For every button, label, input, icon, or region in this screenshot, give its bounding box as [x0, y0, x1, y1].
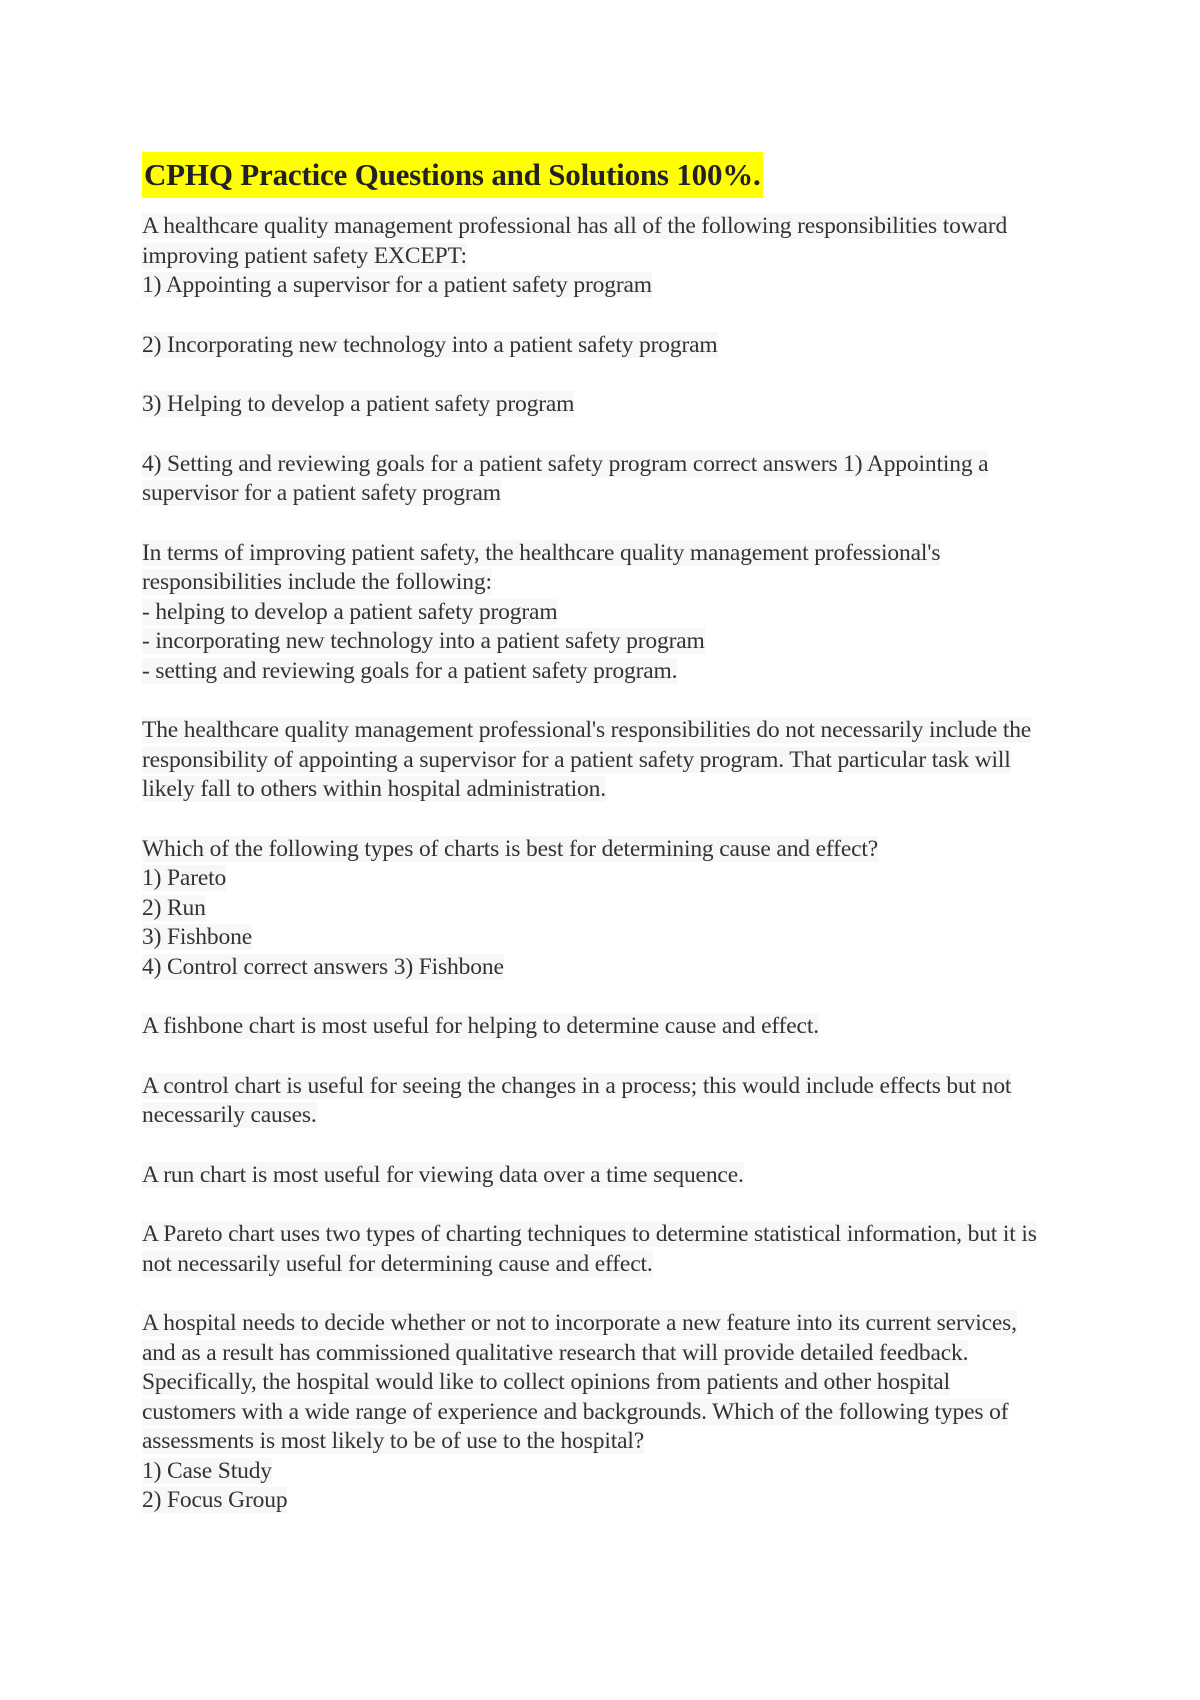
text-line	[142, 242, 1072, 272]
paragraph	[142, 835, 1072, 983]
paragraph-list	[142, 212, 1072, 1516]
text-line-content: 2) Incorporating new technology into a patient safety program	[142, 331, 718, 358]
text-line-content: 3) Fishbone	[142, 924, 252, 950]
text-line	[142, 746, 1072, 776]
text-line	[142, 627, 1072, 657]
text-line-content: A control chart is useful for seeing the changes in a process; this would include effects but not	[142, 1072, 1012, 1099]
text-line	[142, 1012, 1072, 1042]
text-line-content: responsibilities include the following:	[142, 569, 492, 595]
text-line-content: Which of the following types of charts is best for determining cause and effect?	[142, 835, 879, 862]
text-line-content: A Pareto chart uses two types of charting techniques to determine statistical information, but it is	[142, 1221, 1037, 1247]
document-body	[142, 152, 1072, 1546]
text-line-content: In terms of improving patient safety, the healthcare quality management professional's	[142, 539, 941, 566]
text-line	[142, 1250, 1072, 1280]
text-line-content: supervisor for a patient safety program	[142, 480, 501, 506]
text-line	[142, 390, 1072, 420]
text-line	[142, 1457, 1072, 1487]
text-line	[142, 568, 1072, 598]
text-line-content: responsibility of appointing a supervisor for a patient safety program. That particular task will	[142, 746, 1011, 773]
paragraph	[142, 1072, 1072, 1131]
text-line	[142, 657, 1072, 687]
paragraph	[142, 1161, 1072, 1191]
text-line-content: 4) Setting and reviewing goals for a patient safety program correct answers 1) Appointing a	[142, 450, 989, 477]
text-line-content: improving patient safety EXCEPT:	[142, 242, 467, 269]
text-line-content: - helping to develop a patient safety program	[142, 598, 558, 625]
text-line-content: A healthcare quality management professional has all of the following responsibilities toward	[142, 213, 1008, 239]
text-line	[142, 450, 1072, 480]
text-line	[142, 212, 1072, 242]
paragraph	[142, 716, 1072, 805]
text-line-content: not necessarily useful for determining cause and effect.	[142, 1250, 653, 1277]
text-line	[142, 1072, 1072, 1102]
text-line	[142, 923, 1072, 953]
text-line	[142, 1427, 1072, 1457]
text-line	[142, 864, 1072, 894]
text-line-content: assessments is most likely to be of use to the hospital?	[142, 1428, 645, 1454]
text-line	[142, 598, 1072, 628]
text-line-content: 1) Appointing a supervisor for a patient safety program	[142, 272, 652, 298]
text-line	[142, 1339, 1072, 1369]
text-line	[142, 1101, 1072, 1131]
paragraph	[142, 390, 1072, 420]
text-line-content: A fishbone chart is most useful for helping to determine cause and effect.	[142, 1013, 819, 1039]
text-line-content: 1) Pareto	[142, 865, 227, 891]
text-line-content: 4) Control correct answers 3) Fishbone	[142, 953, 504, 980]
text-line-content: necessarily causes.	[142, 1102, 317, 1128]
text-line	[142, 331, 1072, 361]
text-line-content: Specifically, the hospital would like to collect opinions from patients and other hospital	[142, 1369, 950, 1395]
text-line	[142, 1220, 1072, 1250]
text-line-content: 3) Helping to develop a patient safety program	[142, 391, 575, 417]
text-line-content: 2) Run	[142, 894, 206, 921]
text-line	[142, 1309, 1072, 1339]
paragraph	[142, 450, 1072, 509]
text-line	[142, 1161, 1072, 1191]
paragraph	[142, 1220, 1072, 1279]
text-line-content: A hospital needs to decide whether or not to incorporate a new feature into its current services,	[142, 1310, 1017, 1336]
text-line	[142, 953, 1072, 983]
text-line	[142, 835, 1072, 865]
paragraph	[142, 1012, 1072, 1042]
text-line-content: customers with a wide range of experience and backgrounds. Which of the following types of	[142, 1398, 1009, 1425]
text-line-content: 2) Focus Group	[142, 1487, 288, 1513]
paragraph	[142, 1309, 1072, 1516]
text-line	[142, 539, 1072, 569]
text-line-content: - setting and reviewing goals for a patient safety program.	[142, 657, 678, 684]
text-line	[142, 1486, 1072, 1516]
text-line-content: likely fall to others within hospital administration.	[142, 776, 606, 802]
text-line	[142, 479, 1072, 509]
text-line-content: A run chart is most useful for viewing data over a time sequence.	[142, 1161, 744, 1188]
text-line	[142, 894, 1072, 924]
text-line	[142, 716, 1072, 746]
text-line-content: The healthcare quality management professional's responsibilities do not necessarily include the	[142, 717, 1032, 743]
text-line-content: 1) Case Study	[142, 1457, 272, 1484]
text-line-content: - incorporating new technology into a patient safety program	[142, 628, 705, 654]
text-line	[142, 1398, 1072, 1428]
paragraph	[142, 539, 1072, 687]
text-line-content: and as a result has commissioned qualitative research that will provide detailed feedback.	[142, 1339, 969, 1366]
paragraph	[142, 212, 1072, 301]
text-line	[142, 775, 1072, 805]
text-line	[142, 1368, 1072, 1398]
paragraph	[142, 331, 1072, 361]
page-title: CPHQ Practice Questions and Solutions 100%.	[142, 152, 763, 198]
text-line	[142, 271, 1072, 301]
